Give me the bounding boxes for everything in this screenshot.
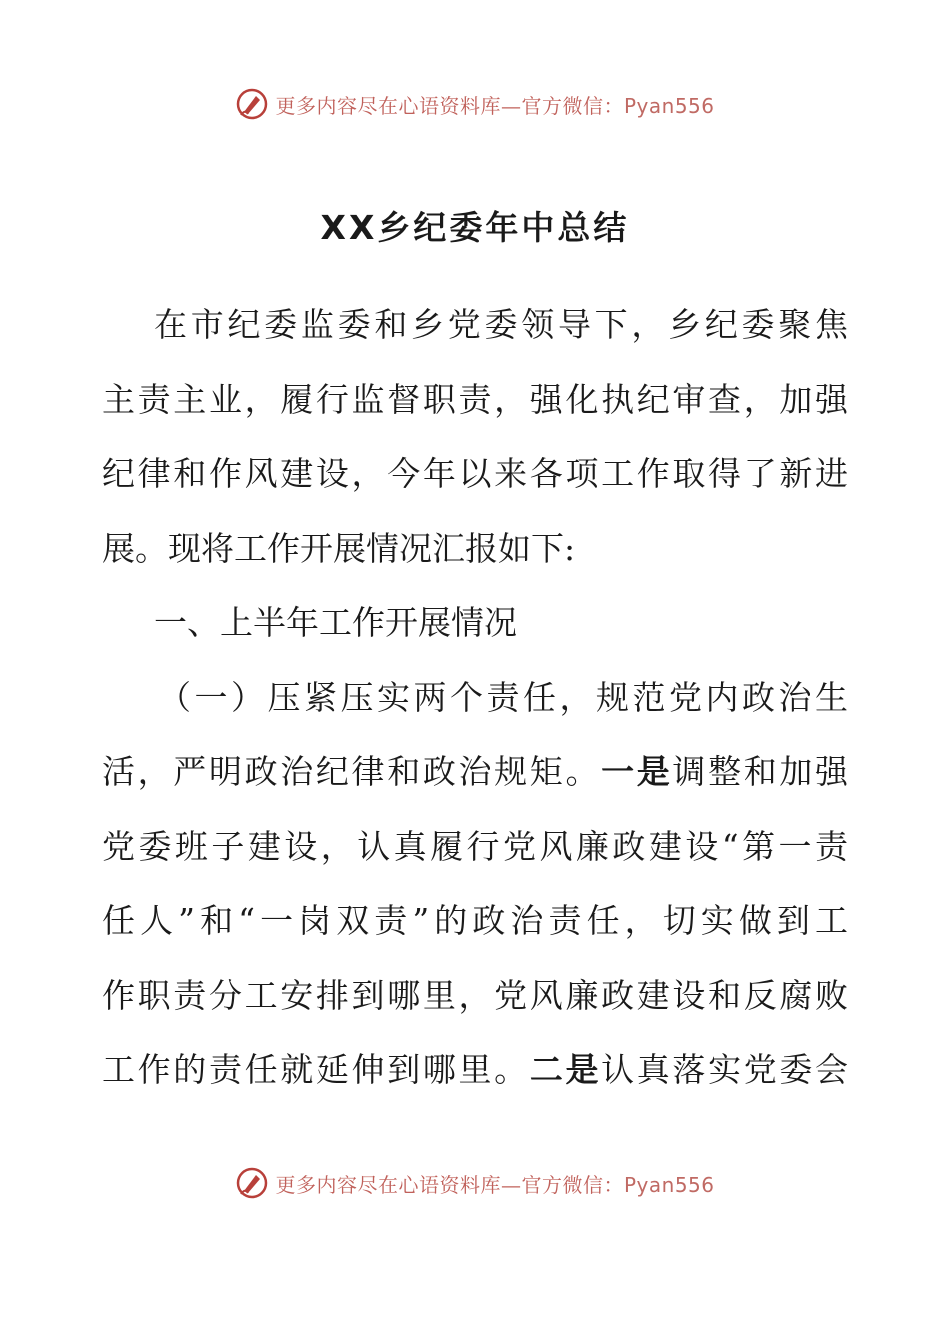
body-line: 党委班子建设，认真履行党风廉政建设“第一责 (102, 826, 848, 866)
body-line: 在市纪委监委和乡党委领导下，乡纪委聚焦 (154, 305, 848, 344)
emphasis: 一是 (601, 752, 673, 791)
wechat-id: Pyan556 (623, 93, 715, 118)
body-line: 任人”和“一岗双责”的政治责任，切实做到工 (102, 901, 848, 940)
subsection-heading: （一）压紧压实两个责任，规范党内政治生 (158, 677, 848, 717)
body-line: 主责主业，履行监督职责，强化执纪审查，加强 (102, 379, 848, 419)
section-heading: 一、上半年工作开展情况 (154, 603, 517, 642)
banner-text: 更多内容尽在心语资料库—官方微信：Pyan556 (275, 1172, 715, 1197)
body-line: 展。现将工作开展情况汇报如下: (102, 528, 576, 568)
body-line: 工作的责任就延伸到哪里。二是认真落实党委会 (102, 1050, 849, 1089)
body-line: 活，严明政治纪律和政治规矩。一是调整和加强 (102, 752, 849, 791)
emphasis: 二是 (529, 1050, 602, 1089)
wechat-id: Pyan556 (623, 1172, 715, 1197)
pen-nib-circle-icon (235, 1166, 269, 1200)
banner-text: 更多内容尽在心语资料库—官方微信：Pyan556 (275, 93, 715, 118)
body-line: 纪律和作风建设，今年以来各项工作取得了新进 (102, 454, 848, 493)
pen-nib-circle-icon (235, 87, 269, 121)
document-body (102, 288, 848, 1108)
document-title: XX乡纪委年中总结 (320, 208, 630, 247)
header-banner (0, 84, 950, 124)
body-line: 作职责分工安排到哪里，党风廉政建设和反腐败 (102, 975, 848, 1015)
footer-banner (0, 1163, 950, 1203)
